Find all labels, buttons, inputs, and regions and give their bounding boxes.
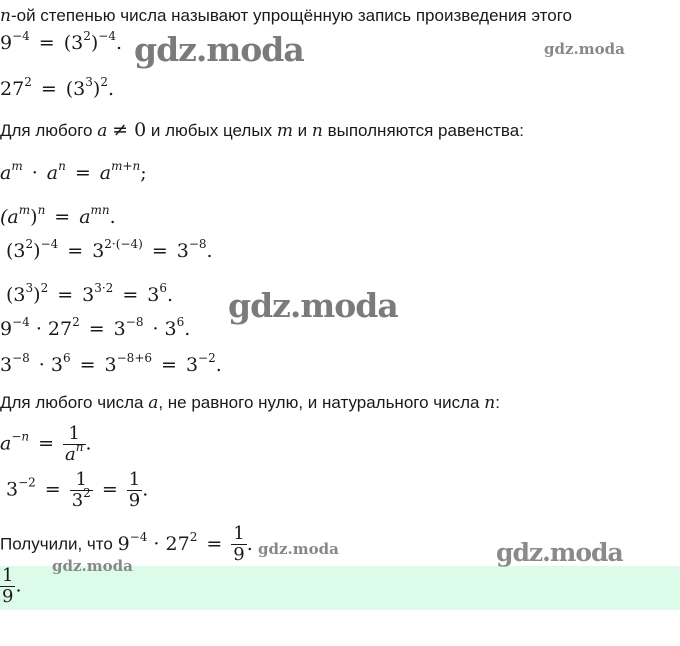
formula-3-pow-2-neg4: $(3^2)^{-4} = 3^{2\cdot(-4)} = 3^{-8}$. <box>6 237 213 262</box>
formula-3-pow-3-2: $(3^3)^2 = 3^{3\cdot 2} = 3^6$. <box>6 281 174 306</box>
watermark: gdz.moda <box>496 538 623 567</box>
var-n: n <box>0 6 11 26</box>
formula-product-rule: $a^m \cdot a^n = a^{m+n}$; <box>0 159 147 184</box>
formula-27-pow: $27^2 = (3^3)^2$. <box>0 75 115 100</box>
watermark: gdz.moda <box>134 30 304 69</box>
formula-3-pow-neg2: $3^{-2}$ = $\frac{1}{3^2}$ = $\frac{1}{9}$ . <box>6 469 149 511</box>
watermark: gdz.moda <box>258 540 339 558</box>
formula-product-substitution: $9^{-4} \cdot 27^2 = 3^{-8} \cdot 3^6$. <box>0 315 191 340</box>
answer-fraction: $\frac{1}{9}$ . <box>2 565 22 607</box>
watermark: gdz.moda <box>228 286 398 325</box>
text-line-rule-intro: Для любого a ≠ 0 и любых целых m и n выполняются равенства: <box>0 119 524 141</box>
formula-9-pow: $9^{-4} = (3^2)^{-4}$. <box>0 29 123 54</box>
line-1-text: -ой степенью числа называют упрощённую запись произведения этого <box>10 6 572 25</box>
formula-negative-exponent: $a^{-n}$ = $\frac{1}{a^n}$ . <box>0 423 92 465</box>
watermark: gdz.moda <box>544 40 625 58</box>
watermark: gdz.moda <box>52 557 133 575</box>
text-line-negative-rule: Для любого числа a, не равного нулю, и натурального числа n: <box>0 393 500 413</box>
text-line-1 <box>0 6 572 26</box>
formula-exponent-sum: $3^{-8} \cdot 3^6 = 3^{-8+6} = 3^{-2}$. <box>0 351 222 376</box>
text-line-result: Получили, что $9^{-4} \cdot 27^2$ = $\frac{1}{9}$ . <box>0 523 253 565</box>
formula-power-rule: $(a^m)^n = a^{mn}$. <box>0 203 116 228</box>
